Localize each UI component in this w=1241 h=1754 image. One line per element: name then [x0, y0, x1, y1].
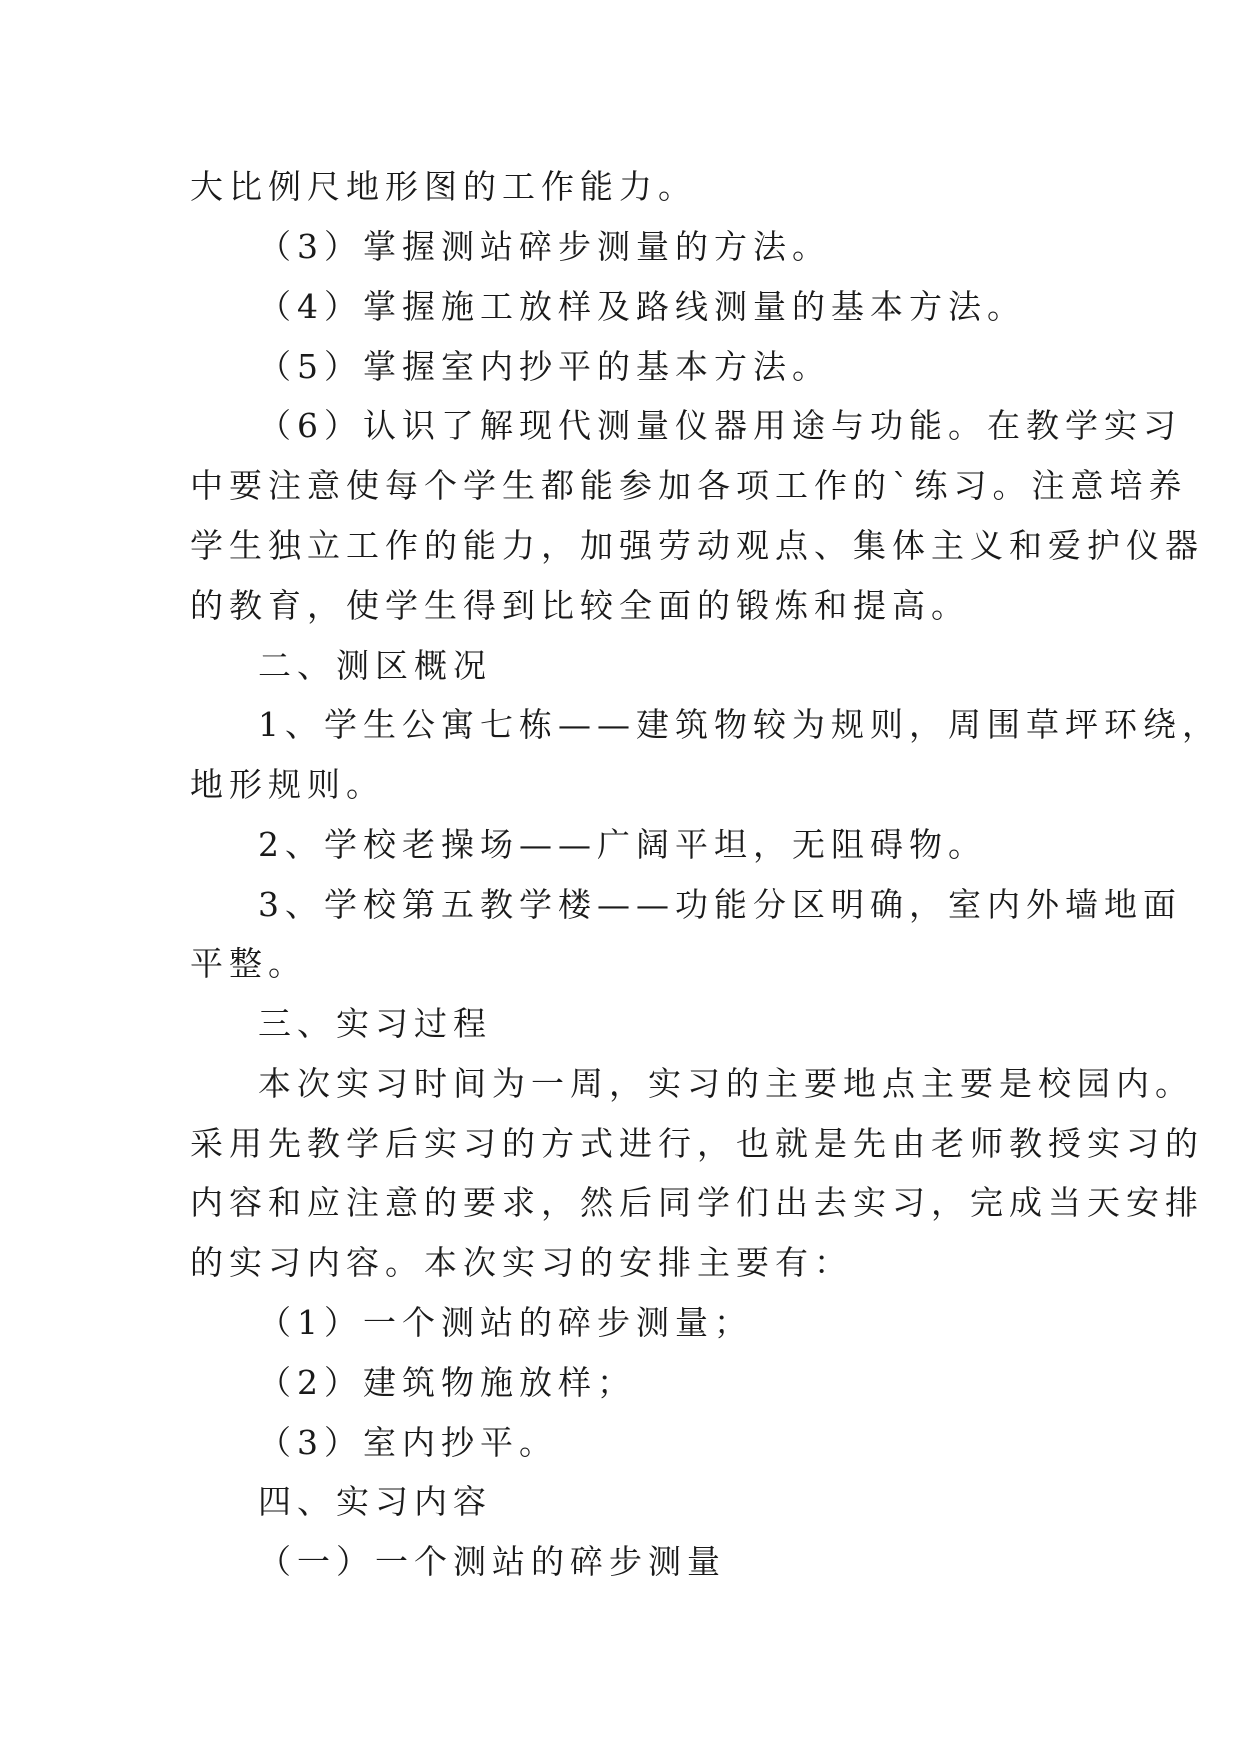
schedule-item-1: （1）一个测站的碎步测量；	[258, 1303, 753, 1342]
text-line: 大比例尺地形图的工作能力。	[190, 167, 697, 206]
objective-item-6: （6）认识了解现代测量仪器用途与功能。在教学实习	[258, 406, 1182, 445]
text-line: 内容和应注意的要求，然后同学们出去实习，完成当天安排	[190, 1183, 1204, 1222]
section-heading-2: 二、测区概况	[258, 646, 492, 685]
text-line: 学生独立工作的能力，加强劳动观点、集体主义和爱护仪器	[190, 526, 1204, 565]
text-line: 平整。	[190, 944, 307, 983]
survey-area-item-1: 1、学生公寓七栋——建筑物较为规则，周围草坪环绕，	[258, 705, 1221, 744]
text-line: 的教育，使学生得到比较全面的锻炼和提高。	[190, 586, 970, 625]
survey-area-item-3: 3、学校第五教学楼——功能分区明确，室内外墙地面	[258, 885, 1182, 924]
section-heading-3: 三、实习过程	[258, 1004, 492, 1043]
objective-item-3: （3）掌握测站碎步测量的方法。	[258, 227, 831, 266]
section-heading-4: 四、实习内容	[258, 1482, 492, 1521]
schedule-item-2: （2）建筑物施放样；	[258, 1363, 636, 1402]
text-line: 地形规则。	[190, 765, 385, 804]
paragraph-start: 本次实习时间为一周，实习的主要地点主要是校园内。	[258, 1064, 1194, 1103]
survey-area-item-2: 2、学校老操场——广阔平坦，无阻碍物。	[258, 825, 987, 864]
subsection-heading-1: （一）一个测站的碎步测量	[258, 1542, 726, 1581]
objective-item-5: （5）掌握室内抄平的基本方法。	[258, 347, 831, 386]
objective-item-4: （4）掌握施工放样及路线测量的基本方法。	[258, 287, 1026, 326]
schedule-item-3: （3）室内抄平。	[258, 1423, 558, 1462]
text-line: 中要注意使每个学生都能参加各项工作的`练习。注意培养	[190, 466, 1188, 505]
text-line: 采用先教学后实习的方式进行，也就是先由老师教授实习的	[190, 1124, 1204, 1163]
text-line: 的实习内容。本次实习的安排主要有：	[190, 1243, 853, 1282]
